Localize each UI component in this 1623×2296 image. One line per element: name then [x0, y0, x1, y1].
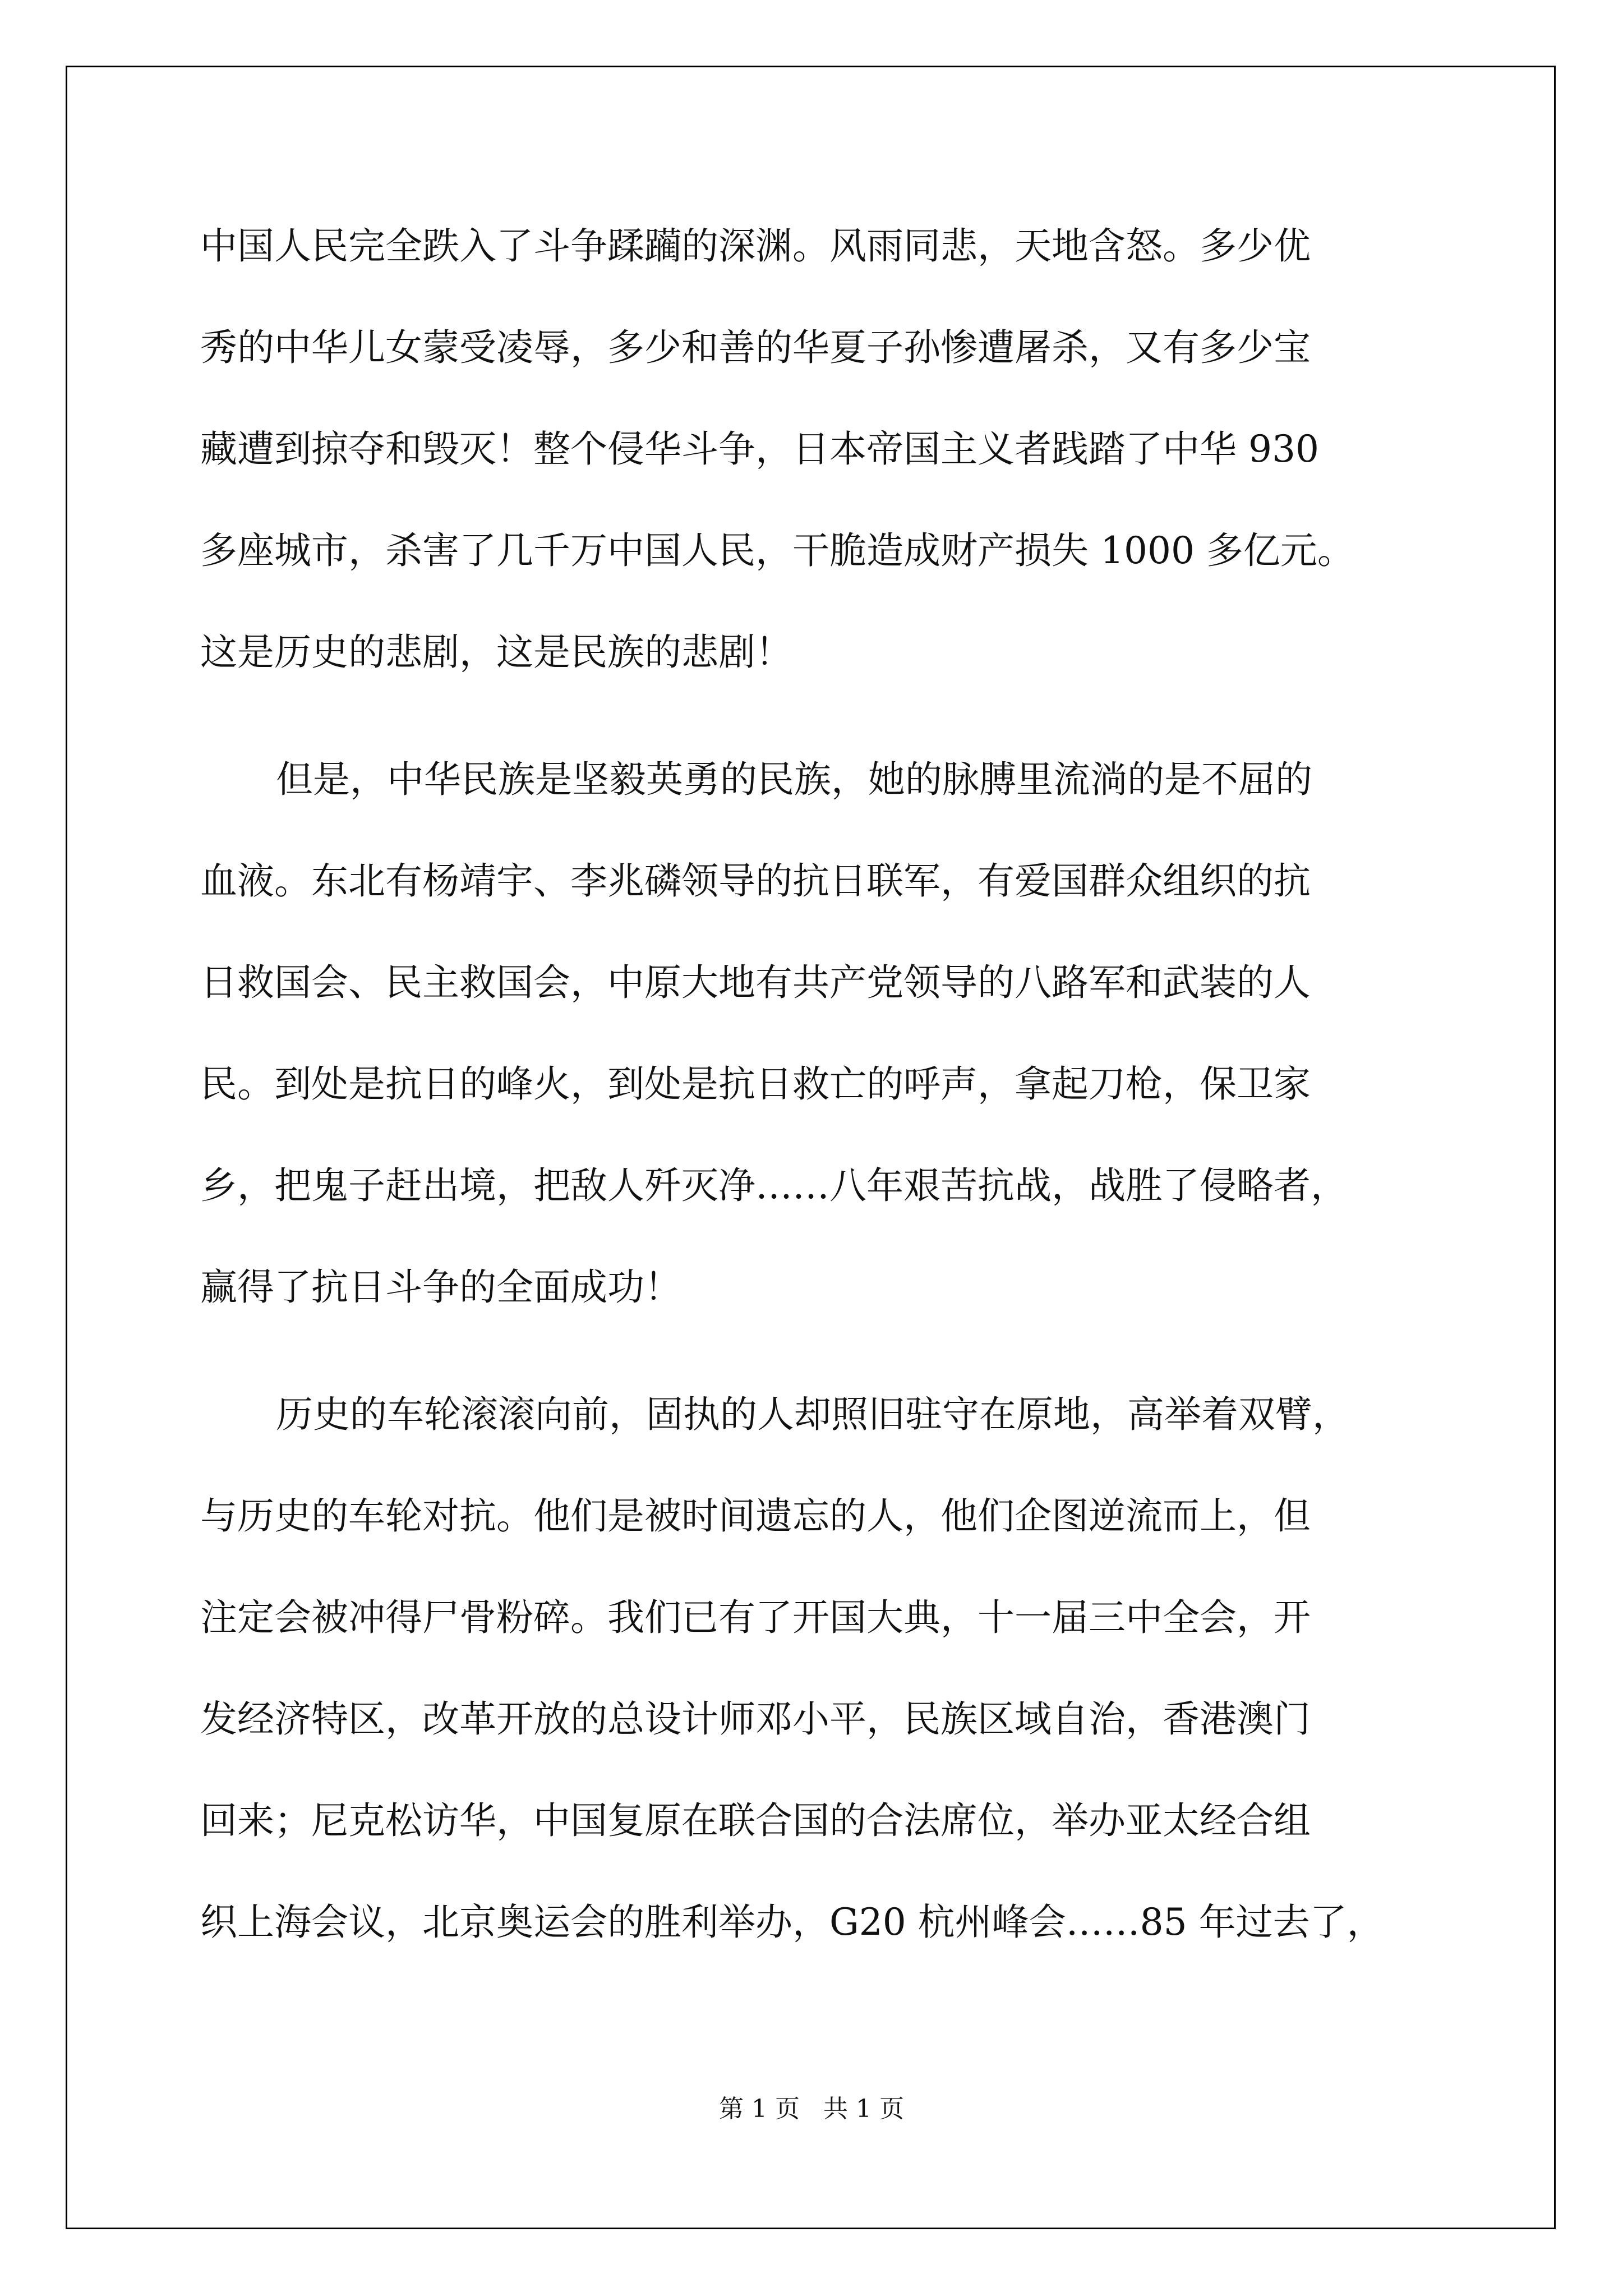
text-line: 赢得了抗日斗争的全面成功！	[200, 1266, 681, 1309]
text-line: 乡，把鬼子赶出境，把敌人歼灭净……八年艰苦抗战，战胜了侵略者，	[200, 1164, 1348, 1207]
text-line: 织上海会议，北京奥运会的胜利举办，G20 杭州峰会……85 年过去了，	[200, 1901, 1384, 1944]
text-line: 秀的中华儿女蒙受凌辱，多少和善的华夏子孙惨遭屠杀，又有多少宝	[200, 326, 1311, 369]
text-line: 但是，中华民族是坚毅英勇的民族，她的脉膊里流淌的是不屈的	[276, 758, 1312, 801]
text-line: 与历史的车轮对抗。他们是被时间遗忘的人，他们企图逆流而上，但	[200, 1494, 1311, 1538]
text-line: 注定会被冲得尸骨粉碎。我们已有了开国大典，十一届三中全会，开	[200, 1596, 1311, 1639]
text-line: 多座城市，杀害了几千万中国人民，干脆造成财产损失 1000 多亿元。	[200, 529, 1354, 572]
text-line: 藏遭到掠夺和毁灭！整个侵华斗争，日本帝国主义者践踏了中华 930	[200, 427, 1319, 471]
text-line: 血液。东北有杨靖宇、李兆磷领导的抗日联军，有爱国群众组织的抗	[200, 859, 1311, 903]
text-line: 发经济特区，改革开放的总设计师邓小平，民族区域自治，香港澳门	[200, 1697, 1311, 1741]
page-number-footer: 第 1 页 共 1 页	[719, 2095, 904, 2123]
text-line: 日救国会、民主救国会，中原大地有共产党领导的八路军和武装的人	[200, 961, 1311, 1004]
text-line: 回来；尼克松访华，中国复原在联合国的合法席位，举办亚太经合组	[200, 1799, 1311, 1842]
text-line: 民。到处是抗日的峰火，到处是抗日救亡的呼声，拿起刀枪，保卫家	[200, 1062, 1311, 1106]
text-line: 这是历史的悲剧，这是民族的悲剧！	[200, 631, 792, 674]
text-line: 历史的车轮滚滚向前，固执的人却照旧驻守在原地，高举着双臂，	[276, 1393, 1349, 1436]
document-body	[200, 216, 1456, 1994]
text-line: 中国人民完全跌入了斗争蹂躏的深渊。风雨同悲，天地含怒。多少优	[200, 224, 1311, 268]
